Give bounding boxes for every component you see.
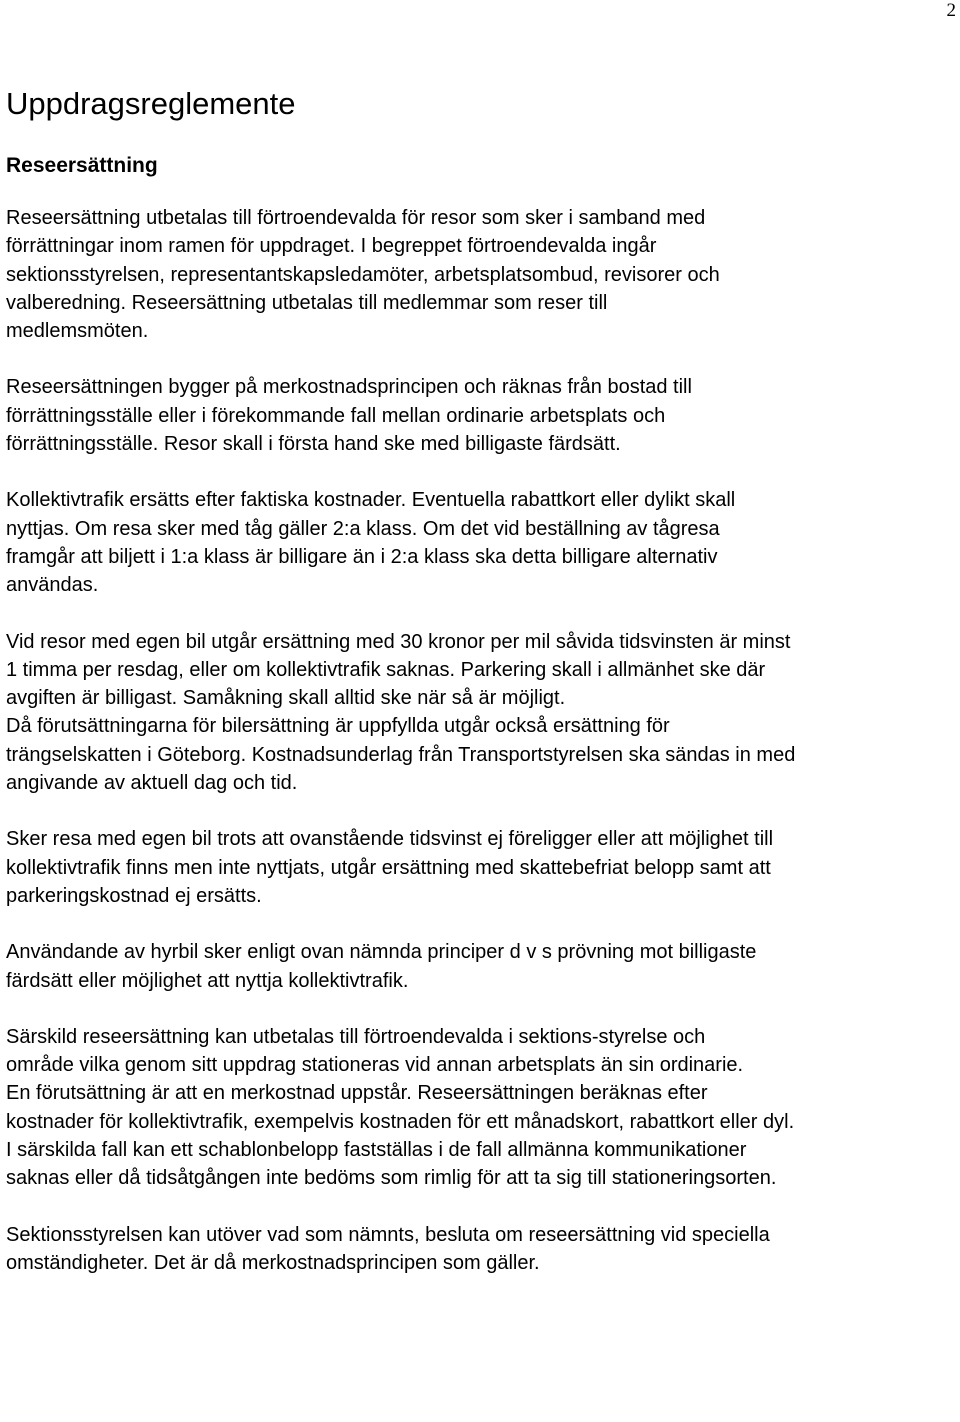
- paragraph-flat-rate: I särskilda fall kan ett schablonbelopp fastställas i de fall allmänna kommunikationer saknas eller då tidsåtgången inte bedöms som rimlig för att ta sig till stationeringsorten.: [6, 1139, 777, 1190]
- paragraph-extra-cost: En förutsättning är att en merkostnad uppstår. Reseersättningen beräknas efter kostnader för kollektivtrafik, exempelvis kostnaden för ett månadskort, rabattkort eller dyl.: [6, 1082, 795, 1133]
- paragraph-own-car: Vid resor med egen bil utgår ersättning med 30 kronor per mil såvida tidsvinsten är minst 1 timma per resdag, eller om kollektivtrafik saknas. Parkering skall i allmänhet ske där avgiften är billigast. Samåkning skall alltid ske när så är möjligt.: [6, 630, 791, 710]
- page-title: Uppdragsreglemente: [6, 86, 296, 121]
- section-heading: Reseersättning: [6, 154, 158, 177]
- paragraph-public-transport: Kollektivtrafik ersätts efter faktiska kostnader. Eventuella rabattkort eller dylikt skall nyttjas. Om resa sker med tåg gäller 2:a klass. Om det vid beställning av tågresa framgår att biljett i 1:a klass är billigare än i 2:a klass ska detta billigare alternativ användas.: [6, 489, 736, 597]
- paragraph-principle: Reseersättningen bygger på merkostnadsprincipen och räknas från bostad till förrättningsställe eller i förekommande fall mellan ordinarie arbetsplats och förrättningsställe. Resor skall i första hand ske med billigaste färdsätt.: [6, 376, 692, 456]
- paragraph-special-compensation: Särskild reseersättning kan utbetalas till förtroendevalda i sektions-styrelse och område vilka genom sitt uppdrag stationeras vid annan arbetsplats än sin ordinarie.: [6, 1025, 744, 1077]
- paragraph-own-car-exception: Sker resa med egen bil trots att ovanstående tidsvinst ej föreligger eller att möjlighet till kollektivtrafik finns men inte nyttjats, utgår ersättning med skattebefriat belopp samt att parkeringskostnad ej ersätts.: [6, 828, 774, 907]
- paragraph-board-decision: Sektionsstyrelsen kan utöver vad som nämnts, besluta om reseersättning vid speciella omständigheter. Det är då merkostnadsprincipen som gäller.: [6, 1223, 770, 1274]
- page-number: 2: [946, 0, 956, 21]
- paragraph-congestion-tax: Då förutsättningarna för bilersättning är uppfyllda utgår också ersättning för trängselskatten i Göteborg. Kostnadsunderlag från Transportstyrelsen ska sändas in med angivande av aktuell dag och tid.: [6, 715, 796, 795]
- paragraph-scope: Reseersättning utbetalas till förtroendevalda för resor som sker i samband med förrättningar inom ramen för uppdraget. I begreppet förtroendevalda ingår sektionsstyrelsen, representantskapsledamöter, arbetsplatsombud, revisorer och valberedning. Reseersättning utbetalas till medlemmar som reser till medlemsmöten.: [6, 207, 720, 343]
- document-body: [6, 84, 951, 1277]
- paragraph-rental-car: Användande av hyrbil sker enligt ovan nämnda principer d v s prövning mot billigaste färdsätt eller möjlighet att nyttja kollektivtrafik.: [6, 941, 757, 992]
